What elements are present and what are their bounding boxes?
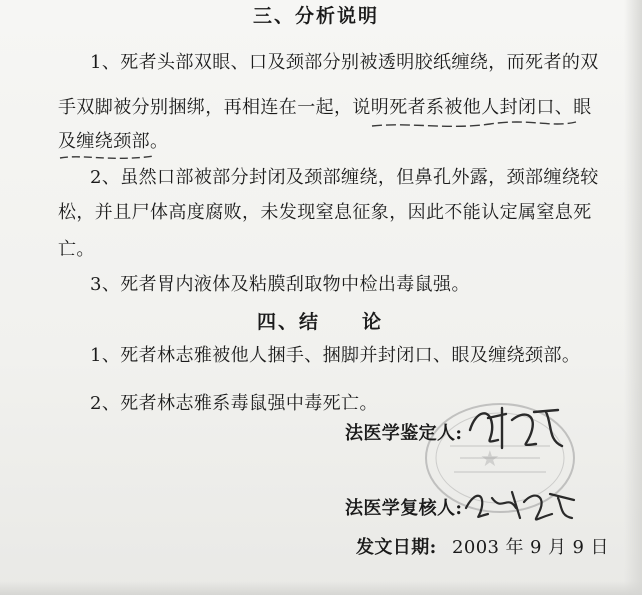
handwritten-underline-mark: [370, 116, 580, 134]
page-bottom-shadow: [0, 581, 642, 595]
conclusion-heading: 四、结 论: [257, 311, 384, 333]
analysis-line-1: 1、死者头部双眼、口及颈部分别被透明胶纸缠绕，而死者的双: [90, 52, 599, 73]
analysis-line-7: 3、死者胃内液体及粘膜刮取物中检出毒鼠强。: [90, 274, 470, 295]
examiner-label: 法医学鉴定人:: [345, 423, 463, 444]
analysis-line-3: 及缠绕颈部。: [58, 131, 169, 152]
svg-text:★: ★: [480, 447, 500, 472]
conclusion-line-1: 1、死者林志雅被他人捆手、捆脚并封闭口、眼及缠绕颈部。: [90, 345, 581, 366]
issue-date: 2003 年 9 月 9 日: [452, 537, 609, 558]
analysis-line-2: 手双脚被分别捆绑，再相连在一起，说明死者系被他人封闭口、眼: [58, 97, 592, 118]
analysis-line-6: 亡。: [58, 239, 95, 260]
analysis-line-5: 松，并且尸体高度腐败，未发现窒息征象，因此不能认定属窒息死: [58, 202, 592, 223]
date-label: 发文日期:: [356, 537, 437, 558]
examiner-signature: [462, 400, 572, 458]
handwritten-underline-mark-2: [58, 150, 158, 164]
reviewer-label: 法医学复核人:: [345, 498, 463, 519]
reviewer-signature: [462, 484, 580, 524]
analysis-heading: 三、分析说明: [253, 5, 380, 27]
page-edge-shadow: [624, 0, 642, 595]
conclusion-line-2: 2、死者林志雅系毒鼠强中毒死亡。: [90, 393, 378, 414]
analysis-line-4: 2、虽然口部被部分封闭及颈部缠绕，但鼻孔外露，颈部缠绕较: [90, 167, 599, 188]
